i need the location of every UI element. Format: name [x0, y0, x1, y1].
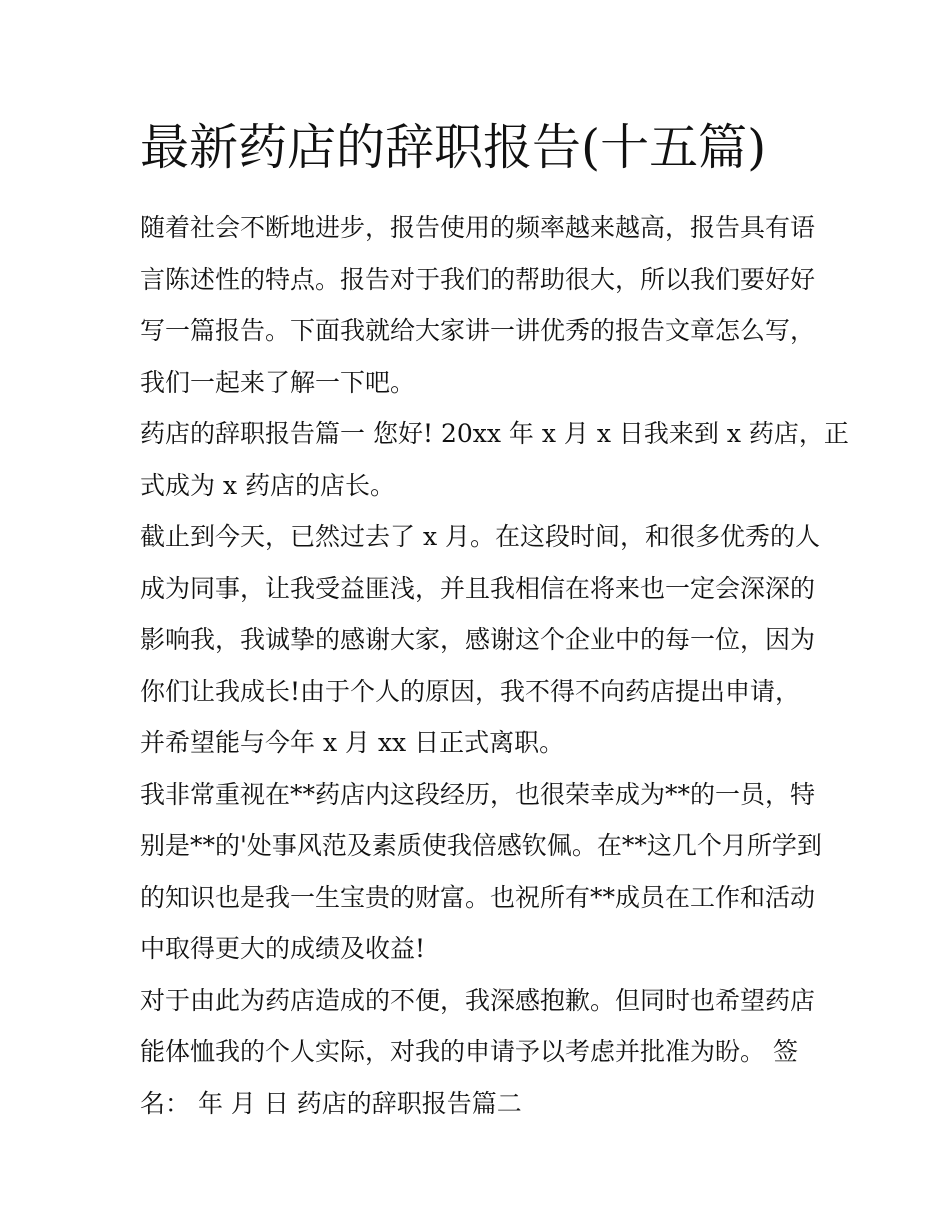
- body-line: 你们让我成长!由于个人的原因，我不得不向药店提出申请，: [140, 676, 801, 706]
- body-line: 截止到今天，已然过去了 x 月。在这段时间，和很多优秀的人: [140, 522, 820, 551]
- document-body: [140, 202, 849, 1129]
- body-line: 写一篇报告。下面我就给大家讲一讲优秀的报告文章怎么写，: [140, 316, 816, 345]
- document-title: 最新药店的辞职报告(十五篇): [140, 119, 767, 176]
- body-line: 别是**的'处事风范及素质使我倍感钦佩。在**这几个月所学到: [140, 831, 822, 860]
- body-line: 并希望能与今年 x 月 xx 日正式离职。: [140, 728, 565, 757]
- body-line: 我们一起来了解一下吧。: [140, 367, 416, 397]
- body-line: 中取得更大的成绩及收益!: [140, 934, 426, 963]
- body-line: 名： 年 月 日 药店的辞职报告篇二: [140, 1088, 522, 1118]
- body-line: 随着社会不断地进步，报告使用的频率越来越高，报告具有语: [140, 213, 816, 242]
- body-line: 影响我，我诚挚的感谢大家，感谢这个企业中的每一位，因为: [140, 625, 816, 654]
- body-line: 药店的辞职报告篇一 您好! 20xx 年 x 月 x 日我来到 x 药店，正: [140, 419, 849, 448]
- body-line: 我非常重视在**药店内这段经历，也很荣幸成为**的一员，特: [140, 779, 816, 809]
- body-line: 对于由此为药店造成的不便，我深感抱歉。但同时也希望药店: [140, 985, 816, 1015]
- body-line: 言陈述性的特点。报告对于我们的帮助很大，所以我们要好好: [140, 264, 816, 294]
- body-line: 式成为 x 药店的店长。: [140, 470, 395, 500]
- body-line: 的知识也是我一生宝贵的财富。也祝所有**成员在工作和活动: [140, 882, 816, 912]
- body-line: 成为同事，让我受益匪浅，并且我相信在将来也一定会深深的: [140, 573, 816, 603]
- body-line: 能体恤我的个人实际，对我的申请予以考虑并批准为盼。 签: [140, 1037, 798, 1066]
